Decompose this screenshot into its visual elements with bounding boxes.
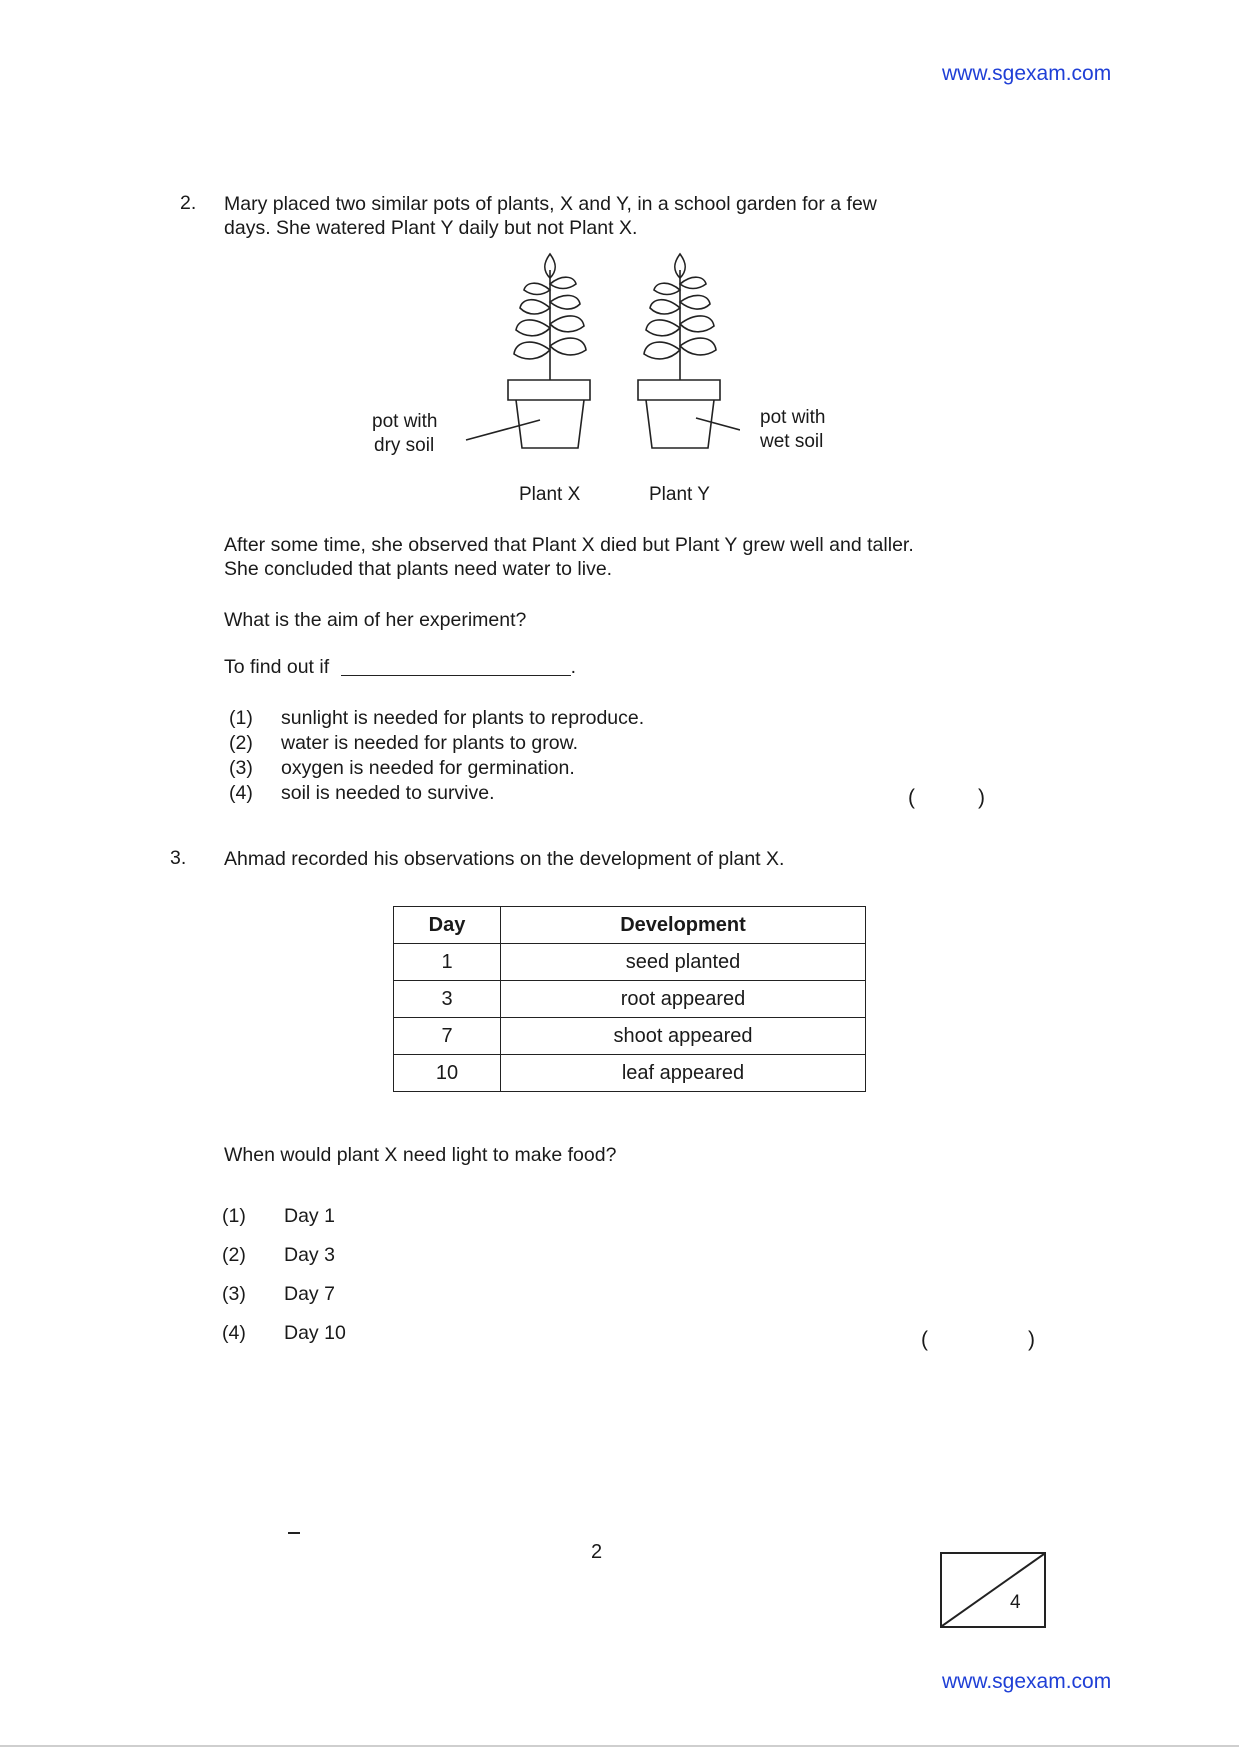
table-cell-development: root appeared [501,981,866,1018]
bottom-edge-line [0,1745,1239,1747]
table-cell-development: shoot appeared [501,1018,866,1055]
table-header-day: Day [394,907,501,944]
table-row [394,981,866,1018]
plants-figure [440,250,740,460]
table-row [394,1018,866,1055]
plant-x-drawing [466,254,590,448]
table-row [394,1055,866,1092]
stray-dash [288,1532,300,1534]
q3-option-4: (4) Day 10 [222,1322,346,1344]
q3-answer-open[interactable]: ( [921,1328,928,1351]
right-pot-label-line2: wet soil [760,431,824,452]
q2-stem-line2: days. She watered Plant Y daily but not Plant X. [224,217,638,239]
q2-prompt [224,655,576,679]
q2-observation-line2: She concluded that plants need water to live. [224,558,613,580]
q2-question: What is the aim of her experiment? [224,609,527,631]
q2-observation-line1: After some time, she observed that Plant X died but Plant Y grew well and taller. [224,534,914,556]
plant-y-drawing [638,254,740,448]
q2-stem [224,192,877,240]
q2-blank-line [341,675,571,676]
left-pot-label-line1: pot with [372,411,438,432]
q2-observation [224,533,914,581]
q3-option-1: (1) Day 1 [222,1205,335,1227]
plant-x-caption: Plant X [519,484,581,505]
header-url[interactable]: www.sgexam.com [942,62,1112,85]
q2-answer-open[interactable]: ( [908,786,915,809]
footer-url[interactable]: www.sgexam.com [942,1670,1112,1693]
table-header-row [394,907,866,944]
q2-number: 2. [180,192,197,214]
table-cell-day: 1 [394,944,501,981]
q2-option-2: (2) water is needed for plants to grow. [229,732,579,754]
q3-stem: Ahmad recorded his observations on the development of plant X. [224,848,785,870]
q2-stem-line1: Mary placed two similar pots of plants, X and Y, in a school garden for a few [224,193,877,215]
table-cell-development: seed planted [501,944,866,981]
right-pot-label [760,406,825,454]
right-pot-label-line1: pot with [760,407,826,428]
q2-prompt-text: To find out if [224,656,330,678]
table-cell-development: leaf appeared [501,1055,866,1092]
page-number: 2 [591,1541,603,1563]
q2-option-4: (4) soil is needed to survive. [229,782,495,804]
left-pot-label-line2: dry soil [374,435,435,456]
q3-options [222,1204,346,1360]
q3-answer-close[interactable]: ) [1028,1328,1035,1351]
score-box-value: 4 [1010,1592,1021,1613]
development-table [393,906,866,1092]
score-box-diagonal [942,1554,1044,1626]
q2-answer-close[interactable]: ) [978,786,985,809]
q3-number: 3. [170,847,187,869]
score-box [940,1552,1046,1628]
q2-prompt-end: . [570,656,576,678]
left-pot-label [372,410,437,458]
q2-option-3: (3) oxygen is needed for germination. [229,757,575,779]
q3-question: When would plant X need light to make food? [224,1144,617,1166]
q2-option-1: (1) sunlight is needed for plants to reproduce. [229,707,645,729]
plant-y-caption: Plant Y [649,484,710,505]
q3-option-3: (3) Day 7 [222,1283,335,1305]
table-row [394,944,866,981]
table-header-development: Development [501,907,866,944]
q2-options [229,706,644,806]
table-cell-day: 3 [394,981,501,1018]
table-cell-day: 10 [394,1055,501,1092]
q3-option-2: (2) Day 3 [222,1244,335,1266]
table-cell-day: 7 [394,1018,501,1055]
